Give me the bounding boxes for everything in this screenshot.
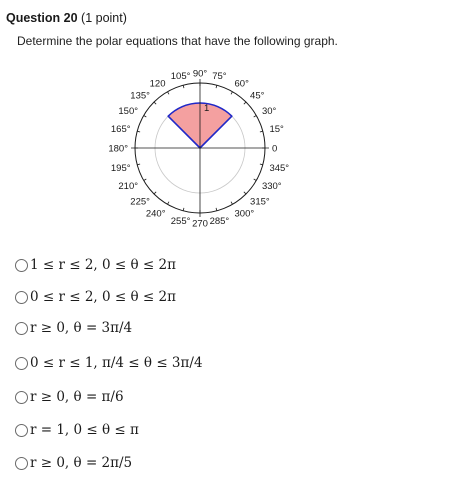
angle-label: 180° [108, 143, 128, 155]
angle-label: 345° [269, 162, 290, 174]
angle-label: 135° [130, 90, 150, 102]
radial-label: 1 [204, 103, 210, 114]
angle-label: 105° [170, 71, 191, 83]
option-7-label: r ≥ 0, θ = 2π/5 [30, 455, 133, 471]
option-6-radio[interactable] [15, 424, 28, 437]
angle-label: 270 [192, 218, 208, 230]
angle-label: 30° [261, 106, 277, 117]
option-5-label: r ≥ 0, θ = π/6 [30, 389, 124, 405]
option-4[interactable] [15, 355, 203, 371]
answer-options [15, 0, 315, 501]
angle-label: 15° [269, 124, 284, 136]
option-2-label: 0 ≤ r ≤ 2, 0 ≤ θ ≤ 2π [30, 289, 176, 305]
angle-label: 75° [212, 71, 227, 83]
angle-label: 165° [110, 124, 131, 136]
angle-label: 195° [110, 162, 131, 174]
angle-label: 120 [149, 78, 166, 90]
option-5[interactable] [15, 389, 124, 405]
option-2-radio[interactable] [15, 291, 28, 304]
angle-label: 150° [118, 106, 139, 117]
angle-label: 0 [272, 143, 278, 155]
angle-label: 60° [234, 78, 249, 90]
option-3[interactable] [15, 320, 132, 336]
angle-label: 225° [130, 196, 150, 208]
angle-label: 240° [145, 208, 166, 220]
option-6[interactable] [15, 422, 139, 438]
option-7-radio[interactable] [15, 457, 28, 470]
angle-label: 255° [170, 215, 191, 227]
option-1-radio[interactable] [15, 259, 28, 272]
option-5-radio[interactable] [15, 391, 28, 404]
option-4-radio[interactable] [15, 357, 28, 370]
angle-label: 90° [192, 68, 208, 80]
question-points: (1 point) [81, 11, 127, 25]
option-6-label: r = 1, 0 ≤ θ ≤ π [30, 422, 139, 438]
option-3-label: r ≥ 0, θ = 3π/4 [30, 320, 133, 336]
angle-label: 45° [250, 90, 265, 102]
option-4-label: 0 ≤ r ≤ 1, π/4 ≤ θ ≤ 3π/4 [30, 355, 203, 371]
angle-label: 330° [261, 181, 282, 192]
angle-label: 285° [209, 215, 230, 227]
angle-label: 210° [118, 181, 139, 192]
option-1[interactable] [15, 257, 176, 273]
angle-label: 300° [234, 208, 255, 220]
option-7[interactable] [15, 455, 132, 471]
angle-label: 315° [250, 196, 270, 208]
option-3-radio[interactable] [15, 322, 28, 335]
question-prompt: Determine the polar equations that have the following graph. [17, 34, 338, 48]
option-2[interactable] [15, 289, 176, 305]
question-number: Question 20 [6, 11, 78, 25]
option-1-label: 1 ≤ r ≤ 2, 0 ≤ θ ≤ 2π [30, 257, 176, 273]
